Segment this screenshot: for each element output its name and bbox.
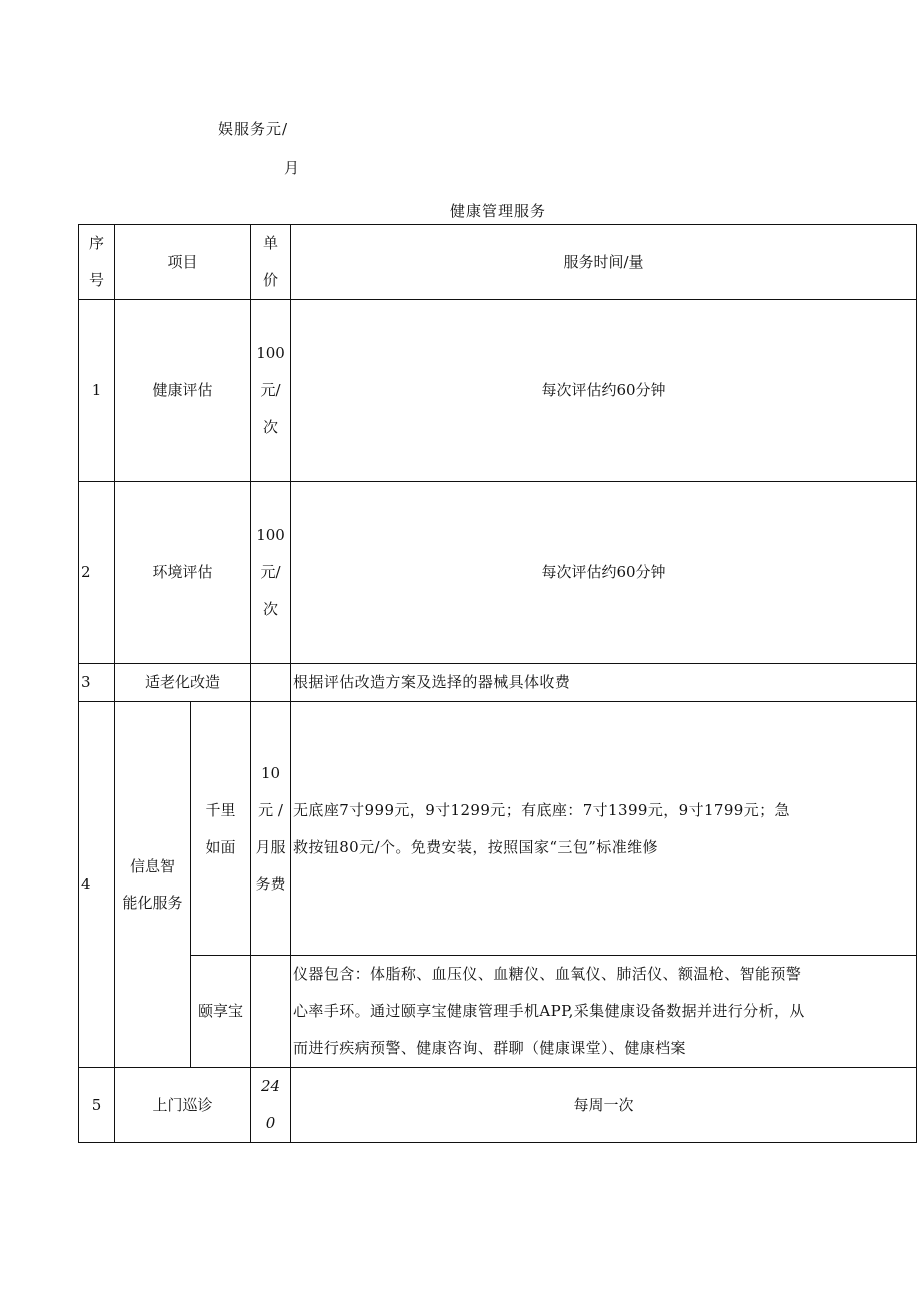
row4-sub1-price-line4: 务费: [255, 874, 286, 893]
row1-price-line3: 次: [263, 418, 279, 436]
header-seq-line1: 序: [88, 234, 104, 252]
row2-price-line3: 次: [263, 600, 279, 618]
row2-price: [251, 482, 291, 664]
section-title: 健康管理服务: [449, 202, 546, 220]
row4-sub2-service: [291, 956, 917, 1068]
table-row: [79, 300, 917, 482]
row4-sub2-name: 颐享宝: [191, 956, 251, 1068]
row4-item: [115, 702, 191, 1068]
header-price-line1: 单: [263, 234, 279, 252]
row4-sub1-service: [291, 702, 917, 956]
row5-price-line2: 0: [265, 1114, 276, 1132]
row4-sub1-price-line2: 元 /: [258, 800, 283, 819]
row4-sub1-price: [251, 702, 291, 956]
row2-price-line1: 100: [256, 526, 285, 544]
header-price-line2: 价: [263, 271, 279, 289]
header-fragment-line2: 月: [284, 159, 301, 177]
row3-item: 适老化改造: [115, 664, 251, 702]
row1-service: 每次评估约60分钟: [291, 300, 917, 482]
row3-price: [251, 664, 291, 702]
row4-sub2-service-line3: 而进行疾病预警、健康咨询、群聊（健康课堂）、健康档案: [293, 1039, 686, 1057]
row4-sub1-price-line1: 10: [260, 763, 281, 782]
row3-service: 根据评估改造方案及选择的器械具体收费: [291, 664, 917, 702]
row4-sub2-price: [251, 956, 291, 1068]
row1-price-line1: 100: [256, 344, 285, 362]
table-row: [79, 482, 917, 664]
row4-sub2-service-line2: 心率手环。通过颐享宝健康管理手机APP,采集健康设备数据并进行分析，从: [293, 1002, 805, 1020]
row4-item-line1: 信息智: [129, 856, 175, 875]
row1-price: [251, 300, 291, 482]
row4-seq: 4: [79, 702, 115, 1068]
header-service: 服务时间/量: [291, 225, 917, 300]
row2-service: 每次评估约60分钟: [291, 482, 917, 664]
row3-seq: 3: [79, 664, 115, 702]
row1-price-line2: 元/: [260, 381, 281, 399]
header-fragment-line1: 娱服务元/: [218, 120, 289, 138]
row4-sub1-service-line2: 救按钮80元/个。免费安装，按照国家“三包”标准维修: [293, 837, 658, 856]
row2-item: 环境评估: [115, 482, 251, 664]
service-table: [78, 224, 917, 1143]
table-row: [79, 1068, 917, 1143]
header-seq-line2: 号: [88, 271, 104, 289]
row1-item: 健康评估: [115, 300, 251, 482]
table-row: [79, 702, 917, 956]
table-header-row: [79, 225, 917, 300]
row4-sub1-service-line1: 无底座7寸999元，9寸1299元；有底座：7寸1399元，9寸1799元；急: [293, 800, 790, 819]
row4-sub1-name: [191, 702, 251, 956]
row4-sub2-service-line1: 仪器包含：体脂称、血压仪、血糖仪、血氧仪、肺活仪、额温枪、智能预警: [293, 965, 802, 983]
row2-seq: 2: [79, 482, 115, 664]
row4-sub1-name-line1: 千里: [205, 800, 236, 819]
row5-service: 每周一次: [291, 1068, 917, 1143]
row4-item-line2: 能化服务: [122, 893, 183, 912]
row4-sub1-price-line3: 月服: [255, 837, 286, 856]
header-price: [251, 225, 291, 300]
row4-sub1-name-line2: 如面: [205, 837, 236, 856]
row1-seq: 1: [79, 300, 115, 482]
table-row: [79, 956, 917, 1068]
row5-price: [251, 1068, 291, 1143]
row2-price-line2: 元/: [260, 563, 281, 581]
row5-seq: 5: [79, 1068, 115, 1143]
row5-item: 上门巡诊: [115, 1068, 251, 1143]
table-row: [79, 664, 917, 702]
row5-price-line1: 24: [260, 1077, 281, 1095]
header-seq: [79, 225, 115, 300]
header-item: 项目: [115, 225, 251, 300]
